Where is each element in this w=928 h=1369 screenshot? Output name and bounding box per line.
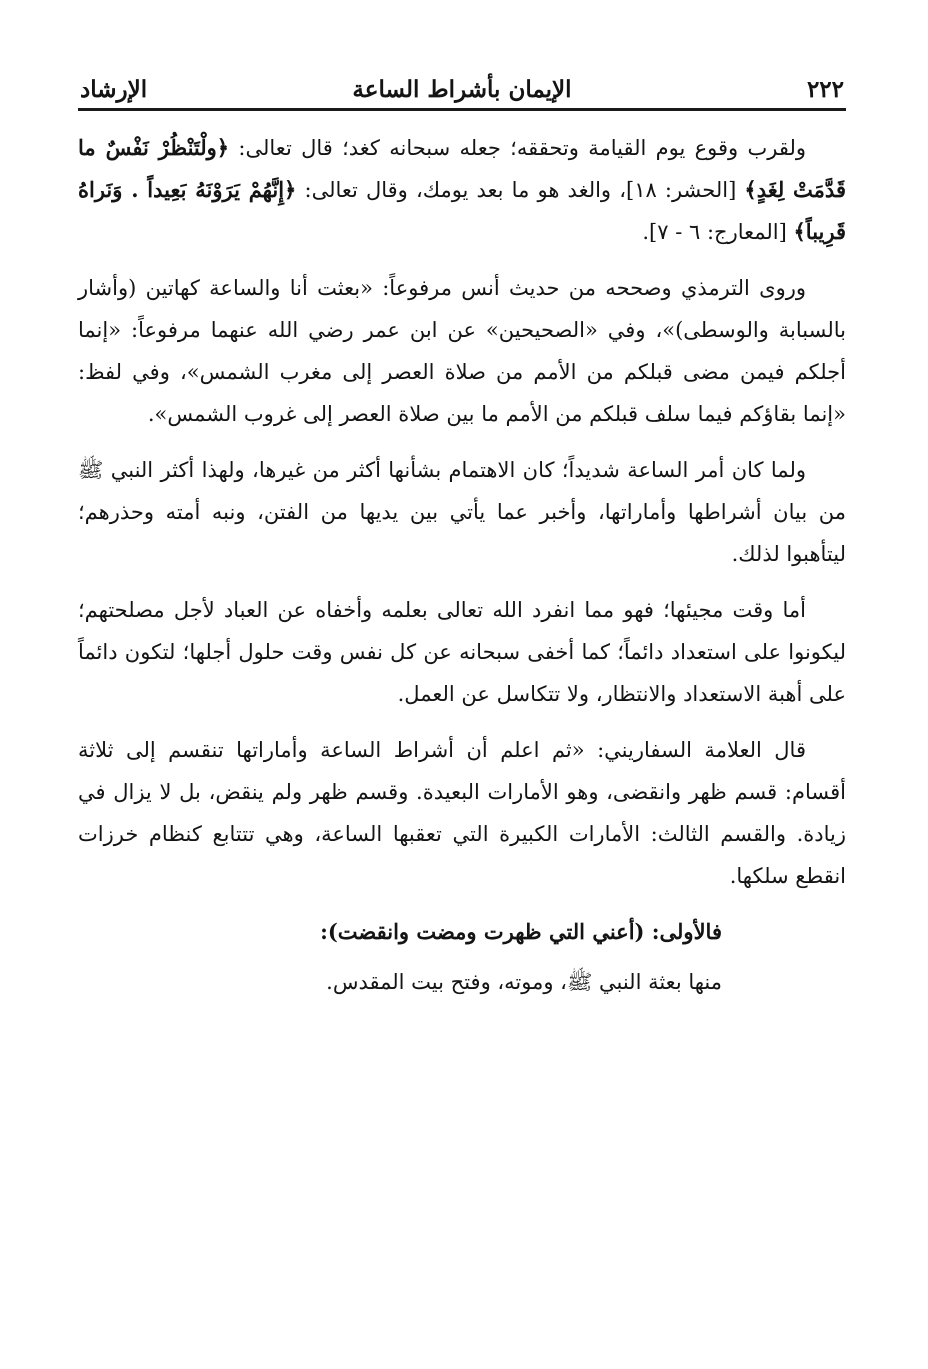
paragraph-1-tail: [المعارج: ٦ - ٧]. (642, 220, 794, 244)
running-title: الإيمان بأشراط الساعة (352, 76, 572, 103)
section-name: الإرشاد (80, 76, 148, 103)
page-number: ٢٢٢ (806, 76, 844, 103)
section-heading-first: فالأولى: (أعني التي ظهرت ومضت وانقضت): (320, 919, 722, 944)
quran-verse-maarij: ﴿إِنَّهُمْ يَرَوْنَهُ بَعِيداً . وَنَراهُ قَرِيباً﴾ (78, 177, 846, 244)
quran-verse-hashr: ﴿ولْتَنْظُرْ نَفْسٌ ما قَدَّمَتْ لِغَدٍ﴾ (78, 135, 846, 202)
book-page (78, 64, 846, 1003)
body-text (78, 127, 846, 1003)
paragraph-3: ولما كان أمر الساعة شديداً؛ كان الاهتمام بشأنها أكثر من غيرها، ولهذا أكثر النبي ﷺ من بيان أشراطها وأماراتها، وأخبر عما يأتي بين يديها من الفتن، ونبه أمته وحذرهم؛ ليتأهبوا لذلك. (78, 458, 846, 566)
first-signs-item: منها بعثة النبي ﷺ، وموته، وفتح بيت المقدس. (326, 970, 722, 994)
running-header (78, 64, 846, 111)
paragraph-1-middle: [الحشر: ١٨]، والغد هو ما بعد يومك، وقال تعالى: (296, 178, 745, 202)
paragraph-5: قال العلامة السفاريني: «ثم اعلم أن أشراط الساعة وأماراتها تنقسم إلى ثلاثة أقسام: قسم ظهر وانقضى، وهو الأمارات البعيدة. وقسم ظهر ولم ينقض، بل لا يزال في زيادة. والقسم الثالث: الأمارات الكبيرة التي تعقبها الساعة، وهي تتتابع كنظام خرزات انقطع سلكها. (78, 738, 846, 888)
paragraph-4: أما وقت مجيئها؛ فهو مما انفرد الله تعالى بعلمه وأخفاه عن العباد لأجل مصلحتهم؛ ليكونوا على استعداد دائماً؛ كما أخفى سبحانه عن كل نفس وقت حلول أجلها؛ لتكون دائماً على أهبة الاستعداد والانتظار، ولا تتكاسل عن العمل. (78, 598, 846, 706)
paragraph-1 (78, 127, 846, 253)
paragraph-2: وروى الترمذي وصححه من حديث أنس مرفوعاً: «بعثت أنا والساعة كهاتين (وأشار بالسبابة والوسطى)»، وفي «الصحيحين» عن ابن عمر رضي الله عنهما مرفوعاً: «إنما أجلكم فيمن مضى قبلكم من الأمم من صلاة العصر إلى مغرب الشمس»، وفي لفظ: «إنما بقاؤكم فيما سلف قبلكم من الأمم ما بين صلاة العصر إلى غروب الشمس». (78, 276, 846, 426)
paragraph-1-lead: ولقرب وقوع يوم القيامة وتحققه؛ جعله سبحانه كغد؛ قال تعالى: (229, 136, 806, 160)
